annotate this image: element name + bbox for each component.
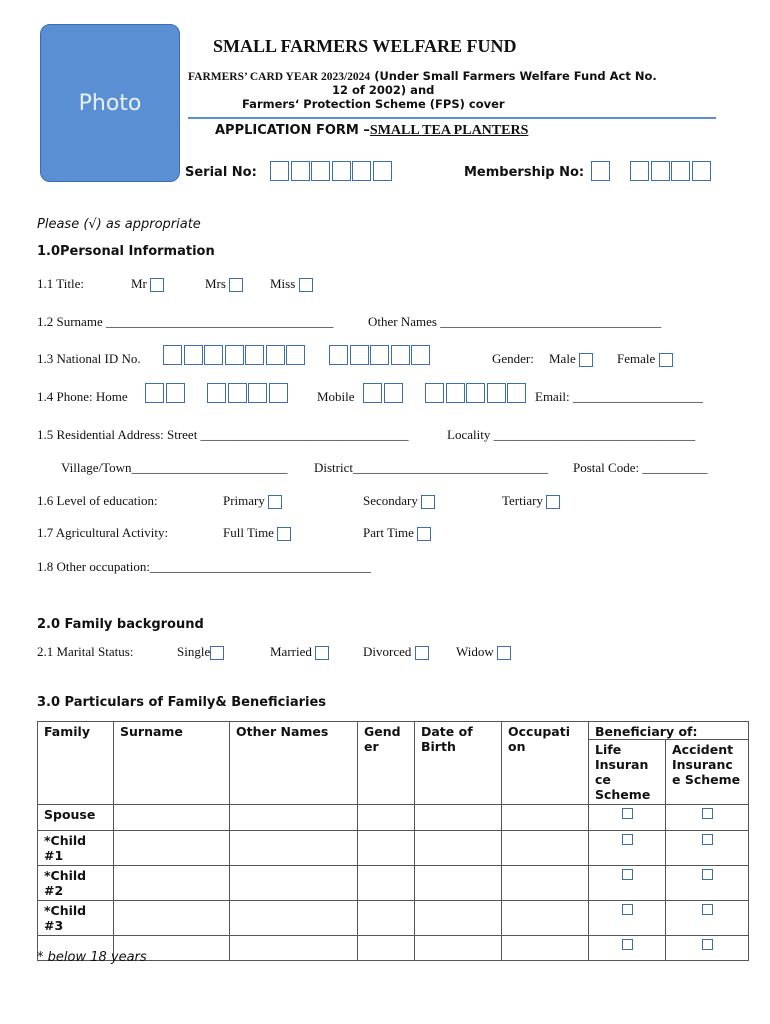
surname-cell[interactable] [114,901,230,936]
section-3-heading: 3.0 Particulars of Family& Beneficiaries [37,695,327,710]
accident-checkbox[interactable] [702,834,713,845]
form-title: SMALL FARMERS WELFARE FUND [213,36,517,56]
col-dob: Date of Birth [415,722,502,805]
life-checkbox[interactable] [622,904,633,915]
tertiary-checkbox[interactable] [546,495,560,509]
life-checkbox[interactable] [622,939,633,950]
district-field[interactable]: District______________________________ [314,460,548,475]
nid-cell[interactable] [411,345,430,365]
other-names-cell[interactable] [230,805,358,831]
male-checkbox[interactable] [579,353,593,367]
photo-placeholder[interactable] [40,24,180,182]
accident-checkbox[interactable] [702,939,713,950]
agri-label: 1.7 Agricultural Activity: [37,525,169,540]
nid-cell[interactable] [204,345,223,365]
life-cell [589,831,666,866]
phone-cell[interactable] [145,383,164,403]
marital-label: 2.1 Marital Status: [37,644,134,659]
col-other-names: Other Names [230,722,358,805]
col-occupation: Occupati on [502,722,589,805]
nid-cell[interactable] [184,345,203,365]
marital-single[interactable]: Single [177,644,224,660]
phone-cell[interactable] [166,383,185,403]
mobile-cell[interactable] [384,383,403,403]
marital-widow[interactable]: Widow [456,644,511,660]
mobile-cell[interactable] [507,383,526,403]
phone-home-input-b[interactable] [207,383,289,403]
serial-cell[interactable] [291,161,310,181]
nid-cell[interactable] [329,345,348,365]
accident-checkbox[interactable] [702,869,713,880]
title-option-miss[interactable]: Miss [270,276,313,292]
single-checkbox[interactable] [210,646,224,660]
other-names-cell[interactable] [230,831,358,866]
mobile-input-b[interactable] [425,383,528,403]
table-row [38,831,749,866]
gender-cell[interactable] [358,866,415,901]
other-names-cell[interactable] [230,936,358,961]
membership-label: Membership No: [464,165,585,180]
application-form-heading: APPLICATION FORM –SMALL TEA PLANTERS [215,123,529,138]
col-life-insurance: Life Insuran ce Scheme [589,740,666,805]
married-checkbox[interactable] [315,646,329,660]
mobile-cell[interactable] [466,383,485,403]
secondary-checkbox[interactable] [421,495,435,509]
mobile-cell[interactable] [446,383,465,403]
education-label: 1.6 Level of education: [37,493,158,508]
col-accident-insurance: Accident Insuranc e Scheme [666,740,749,805]
edu-secondary[interactable]: Secondary [363,493,435,509]
life-cell [589,936,666,961]
family-label: *Child #1 [38,831,114,866]
nid-input-a[interactable] [163,345,307,365]
accident-cell [666,936,749,961]
family-label: *Child #2 [38,866,114,901]
nid-cell[interactable] [163,345,182,365]
table-row [38,805,749,831]
serial-input[interactable] [270,161,393,181]
surname-cell[interactable] [114,805,230,831]
gender-cell[interactable] [358,901,415,936]
surname-field[interactable]: 1.2 Surname ___________________________________ [37,314,334,329]
life-cell [589,805,666,831]
nid-cell[interactable] [370,345,389,365]
nid-cell[interactable] [286,345,305,365]
agri-part-time[interactable]: Part Time [363,525,431,541]
instructions: Please (√) as appropriate [37,217,201,232]
phone-cell[interactable] [207,383,226,403]
col-family: Family [38,722,114,805]
table-row [38,866,749,901]
phone-cell[interactable] [269,383,288,403]
col-gender: Gend er [358,722,415,805]
phone-cell[interactable] [228,383,247,403]
serial-label: Serial No: [185,165,257,180]
occupation-cell[interactable] [502,936,589,961]
section-2-heading: 2.0 Family background [37,617,204,632]
locality-field[interactable]: Locality _______________________________ [447,427,696,442]
membership-cell[interactable] [671,161,690,181]
col-beneficiary: Beneficiary of: [589,722,749,740]
other-names-field[interactable]: Other Names __________________________________ [368,314,662,329]
edu-primary[interactable]: Primary [223,493,282,509]
other-occupation-field[interactable]: 1.8 Other occupation:__________________________________ [37,559,371,574]
phone-home-label: 1.4 Phone: Home [37,389,128,404]
street-field[interactable]: 1.5 Residential Address: Street ________________________________ [37,427,409,442]
occupation-cell[interactable] [502,831,589,866]
nid-input-b[interactable] [329,345,432,365]
subtitle-line-2: 12 of 2002) and [332,83,435,97]
mobile-label: Mobile [317,389,355,404]
col-surname: Surname [114,722,230,805]
agri-full-time[interactable]: Full Time [223,525,291,541]
header-divider [188,117,716,119]
nid-cell[interactable] [391,345,410,365]
serial-cell[interactable] [373,161,392,181]
title-label: 1.1 Title: [37,276,84,291]
accident-cell [666,901,749,936]
dob-cell[interactable] [415,866,502,901]
table-footnote: * below 18 years [37,950,147,965]
phone-cell[interactable] [248,383,267,403]
edu-tertiary[interactable]: Tertiary [502,493,560,509]
nid-cell[interactable] [350,345,369,365]
full-time-checkbox[interactable] [277,527,291,541]
other-names-cell[interactable] [230,866,358,901]
primary-checkbox[interactable] [268,495,282,509]
marital-divorced[interactable]: Divorced [363,644,429,660]
accident-cell [666,866,749,901]
accident-checkbox[interactable] [702,808,713,819]
nid-cell[interactable] [245,345,264,365]
dob-cell[interactable] [415,831,502,866]
family-label: *Child #3 [38,901,114,936]
gender-cell[interactable] [358,805,415,831]
photo-label: Photo [78,90,142,116]
membership-cell[interactable] [651,161,670,181]
life-checkbox[interactable] [622,869,633,880]
dob-cell[interactable] [415,936,502,961]
membership-cell[interactable] [692,161,711,181]
table-header-row [38,722,749,740]
mrs-checkbox[interactable] [229,278,243,292]
life-cell [589,866,666,901]
family-table [37,721,749,961]
membership-input-a[interactable] [591,161,612,181]
gender-male[interactable]: Male [549,351,593,367]
widow-checkbox[interactable] [497,646,511,660]
mobile-cell[interactable] [425,383,444,403]
mobile-input-a[interactable] [363,383,404,403]
nid-label: 1.3 National ID No. [37,351,141,366]
serial-cell[interactable] [270,161,289,181]
marital-married[interactable]: Married [270,644,329,660]
gender-label: Gender: [492,351,534,366]
phone-home-input-a[interactable] [145,383,186,403]
part-time-checkbox[interactable] [417,527,431,541]
title-option-mrs[interactable]: Mrs [205,276,243,292]
occupation-cell[interactable] [502,866,589,901]
life-cell [589,901,666,936]
nid-cell[interactable] [266,345,285,365]
other-names-cell[interactable] [230,901,358,936]
dob-cell[interactable] [415,805,502,831]
gender-cell[interactable] [358,936,415,961]
family-label: Spouse [38,805,114,831]
gender-cell[interactable] [358,831,415,866]
accident-cell [666,831,749,866]
divorced-checkbox[interactable] [415,646,429,660]
life-checkbox[interactable] [622,834,633,845]
life-checkbox[interactable] [622,808,633,819]
surname-cell[interactable] [114,866,230,901]
serial-cell[interactable] [332,161,351,181]
surname-cell[interactable] [114,831,230,866]
email-field[interactable]: Email: ____________________ [535,389,703,404]
accident-checkbox[interactable] [702,904,713,915]
section-1-heading: 1.0Personal Information [37,244,215,259]
serial-cell[interactable] [311,161,330,181]
gender-female[interactable]: Female [617,351,673,367]
membership-cell[interactable] [591,161,610,181]
membership-cell[interactable] [630,161,649,181]
mobile-cell[interactable] [487,383,506,403]
subtitle-line-1: FARMERS’ CARD YEAR 2023/2024 (Under Small Farmers Welfare Fund Act No. [188,69,657,83]
title-option-mr[interactable]: Mr [131,276,164,292]
dob-cell[interactable] [415,901,502,936]
nid-cell[interactable] [225,345,244,365]
subtitle-line-3: Farmers‘ Protection Scheme (FPS) cover [242,97,505,111]
serial-cell[interactable] [352,161,371,181]
female-checkbox[interactable] [659,353,673,367]
mobile-cell[interactable] [363,383,382,403]
postal-code-field[interactable]: Postal Code: __________ [573,460,708,475]
table-row [38,901,749,936]
miss-checkbox[interactable] [299,278,313,292]
mr-checkbox[interactable] [150,278,164,292]
occupation-cell[interactable] [502,805,589,831]
occupation-cell[interactable] [502,901,589,936]
membership-input-b[interactable] [630,161,712,181]
village-field[interactable]: Village/Town________________________ [61,460,288,475]
accident-cell [666,805,749,831]
